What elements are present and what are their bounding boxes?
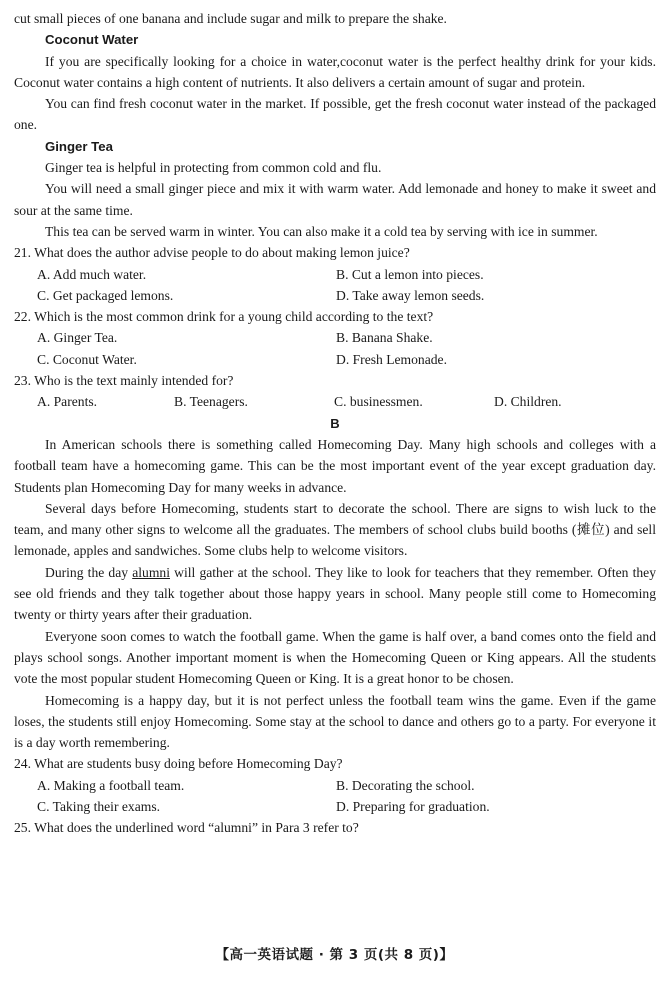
option-a: A. Parents. (37, 394, 98, 410)
paragraph-3-start: During the day (45, 564, 133, 580)
option-d: D. Fresh Lemonade. (336, 351, 447, 367)
option-b: B. Cut a lemon into pieces. (336, 266, 484, 282)
question-25 (14, 817, 656, 838)
option-d: D. Children. (494, 394, 562, 410)
ginger-paragraph-3: This tea can be served warm in winter. You can also make it a cold tea by serving with ice in summer. (45, 223, 598, 239)
question-stem: 22. Which is the most common drink for a young child according to the text? (14, 309, 434, 325)
option-b: B. Banana Shake. (336, 330, 433, 346)
option-b: B. Teenagers. (174, 394, 248, 410)
passage-b-paragraph-2: Several days before Homecoming, students start to decorate the school. There are signs to wish luck to the team, and many other signs to welcome all the graduates. The members of school clubs build booths (摊位) and sell lemonade, apples and sandwiches. Some clubs help to welcome visitors. (14, 500, 656, 559)
coconut-paragraph-2: You can find fresh coconut water in the market. If possible, get the fresh coconut water instead of the packaged one. (14, 96, 656, 133)
option-c: C. Get packaged lemons. (37, 287, 174, 303)
coconut-paragraph-1: If you are specifically looking for a choice in water,coconut water is the perfect healthy drink for your kids. Coconut water contains a high content of nutrients. It also delivers a certain amount of sugar and protein. (14, 53, 656, 90)
option-a: A. Add much water. (37, 266, 147, 282)
section-b-label: B (330, 415, 340, 431)
option-d: D. Take away lemon seeds. (336, 287, 485, 303)
question-22 (14, 306, 656, 370)
question-options (14, 391, 656, 412)
question-24 (14, 753, 656, 817)
paragraph-3-rest: will gather at the school. They like to look for teachers that they remember. Often they see old friends and they talk together about those happy years in school. Many people still come to Homecoming twenty or thirty years after their graduation. (14, 564, 656, 623)
passage-b-paragraph-1: In American schools there is something called Homecoming Day. Many high schools and colleges with a football team have a homecoming game. This can be the most important event of the year except graduation day. Students plan Homecoming Day for many weeks in advance. (14, 436, 656, 495)
question-stem: 25. What does the underlined word “alumni” in Para 3 refer to? (14, 820, 359, 836)
option-c: C. Taking their exams. (37, 798, 161, 814)
exam-page (14, 8, 656, 839)
question-options (14, 327, 656, 370)
option-c: C. Coconut Water. (37, 351, 137, 367)
passage-b-paragraph-4: Everyone soon comes to watch the football game. When the game is half over, a band comes onto the field and plays school songs. Another important moment is when the Homecoming Queen or King appears. All the students vote the most popular student Homecoming Queen or King. It is a great honor to be chosen. (14, 628, 656, 687)
underlined-word-alumni: alumni (132, 564, 170, 580)
question-stem: 24. What are students busy doing before Homecoming Day? (14, 756, 343, 772)
ginger-paragraph-1: Ginger tea is helpful in protecting from common cold and flu. (45, 160, 382, 176)
page-footer: 【高一英语试题 · 第 3 页(共 8 页)】 (215, 947, 454, 963)
option-b: B. Decorating the school. (336, 777, 475, 793)
passage-b-paragraph-3 (14, 562, 656, 626)
ginger-tea-heading: Ginger Tea (45, 138, 113, 154)
ginger-paragraph-2: You will need a small ginger piece and mix it with warm water. Add lemonade and honey to make it sweet and sour at the same time. (14, 181, 656, 218)
question-options (14, 264, 656, 307)
question-stem: 21. What does the author advise people to do about making lemon juice? (14, 245, 410, 261)
question-options (14, 775, 656, 818)
passage-b-paragraph-5: Homecoming is a happy day, but it is not perfect unless the football team wins the game. Even if the game loses, the students still enjoy Homecoming. Some stay at the school to dance and others go to a party. For everyone it is a day worth remembering. (14, 692, 656, 751)
question-21 (14, 242, 656, 306)
option-a: A. Ginger Tea. (37, 330, 118, 346)
option-c: C. businessmen. (334, 394, 423, 410)
question-stem: 23. Who is the text mainly intended for? (14, 373, 234, 389)
question-23 (14, 370, 656, 413)
passage-a-continuation: cut small pieces of one banana and include sugar and milk to prepare the shake. (14, 11, 447, 26)
option-a: A. Making a football team. (37, 777, 185, 793)
coconut-water-heading: Coconut Water (45, 32, 139, 48)
option-d: D. Preparing for graduation. (336, 798, 490, 814)
